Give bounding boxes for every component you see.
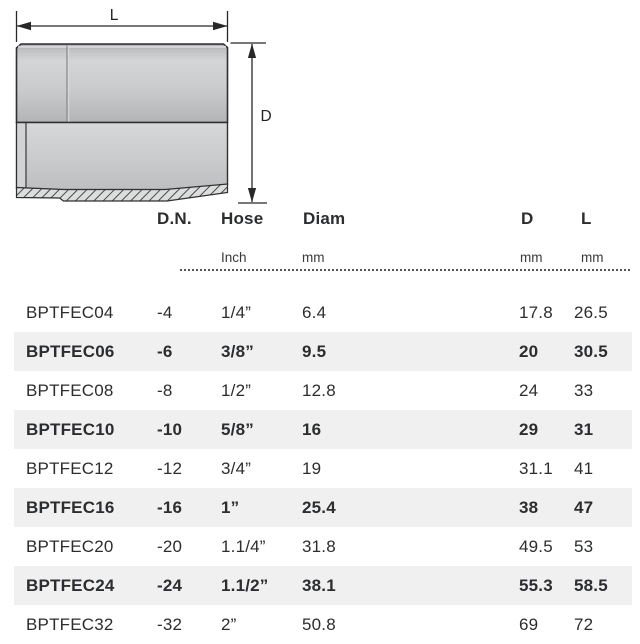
table-row [14,527,632,566]
table-row [14,410,632,449]
cell-l: 58.5 [574,576,608,595]
dimension-length [17,11,228,42]
cell-part: BPTFEC16 [26,498,115,517]
table-row [14,488,632,527]
cell-part: BPTFEC12 [26,459,114,478]
cell-d: 31.1 [519,459,553,478]
cell-hose: 1.1/4” [221,537,266,556]
cell-dn: -20 [157,537,183,556]
cell-d: 55.3 [519,576,553,595]
ferrule-body [17,44,228,201]
col-header-d: D [521,209,534,228]
cell-dn: -6 [157,342,173,361]
cell-diam: 6.4 [302,303,327,322]
cell-dn: -16 [157,498,183,517]
cell-hose: 5/8” [221,420,254,439]
col-header-dn: D.N. [157,209,192,228]
cell-dn: -8 [157,381,173,400]
ferrule-section-drawing [0,0,280,212]
table-row [14,566,632,605]
table-body [14,293,632,644]
cell-l: 30.5 [574,342,608,361]
cell-hose: 1/2” [221,381,252,400]
cell-dn: -24 [157,576,183,595]
col-header-hose: Hose [221,209,264,228]
table-row [14,605,632,644]
cell-part: BPTFEC08 [26,381,114,400]
cell-l: 41 [574,459,594,478]
cell-d: 38 [519,498,539,517]
cell-hose: 1” [221,498,240,517]
cell-dn: -4 [157,303,173,322]
cell-hose: 1/4” [221,303,252,322]
cell-part: BPTFEC06 [26,342,115,361]
col-unit-l: mm [581,250,604,265]
cell-d: 17.8 [519,303,553,322]
dimension-label-l: L [109,7,119,24]
dimension-label-d: D [260,108,272,125]
col-unit-d: mm [520,250,543,265]
cell-l: 31 [574,420,594,439]
cell-part: BPTFEC10 [26,420,115,439]
cell-diam: 9.5 [302,342,327,361]
table-row [14,332,632,371]
cell-hose: 3/8” [221,342,254,361]
cell-d: 49.5 [519,537,553,556]
col-header-diam: Diam [303,209,346,228]
cell-dn: -32 [157,615,183,634]
cell-d: 69 [519,615,539,634]
cell-hose: 2” [221,615,237,634]
cell-part: BPTFEC04 [26,303,114,322]
header-divider [180,269,630,271]
cell-dn: -12 [157,459,183,478]
cell-hose: 3/4” [221,459,252,478]
cell-d: 24 [519,381,539,400]
cell-l: 26.5 [574,303,608,322]
cell-l: 33 [574,381,594,400]
cell-dn: -10 [157,420,183,439]
cell-hose: 1.1/2” [221,576,269,595]
cell-diam: 38.1 [302,576,336,595]
cell-part: BPTFEC20 [26,537,114,556]
cell-diam: 12.8 [302,381,336,400]
col-header-l: L [581,209,592,228]
cell-diam: 25.4 [302,498,336,517]
cell-l: 53 [574,537,594,556]
cell-diam: 31.8 [302,537,336,556]
cell-l: 47 [574,498,594,517]
col-unit-hose: Inch [221,250,247,265]
cell-diam: 50.8 [302,615,336,634]
cell-part: BPTFEC32 [26,615,114,634]
table-row [14,293,632,332]
table-row [14,449,632,488]
col-unit-diam: mm [302,250,325,265]
cell-diam: 16 [302,420,322,439]
cell-diam: 19 [302,459,322,478]
cell-l: 72 [574,615,594,634]
cell-d: 29 [519,420,539,439]
cell-d: 20 [519,342,539,361]
table-row [14,371,632,410]
cell-part: BPTFEC24 [26,576,115,595]
